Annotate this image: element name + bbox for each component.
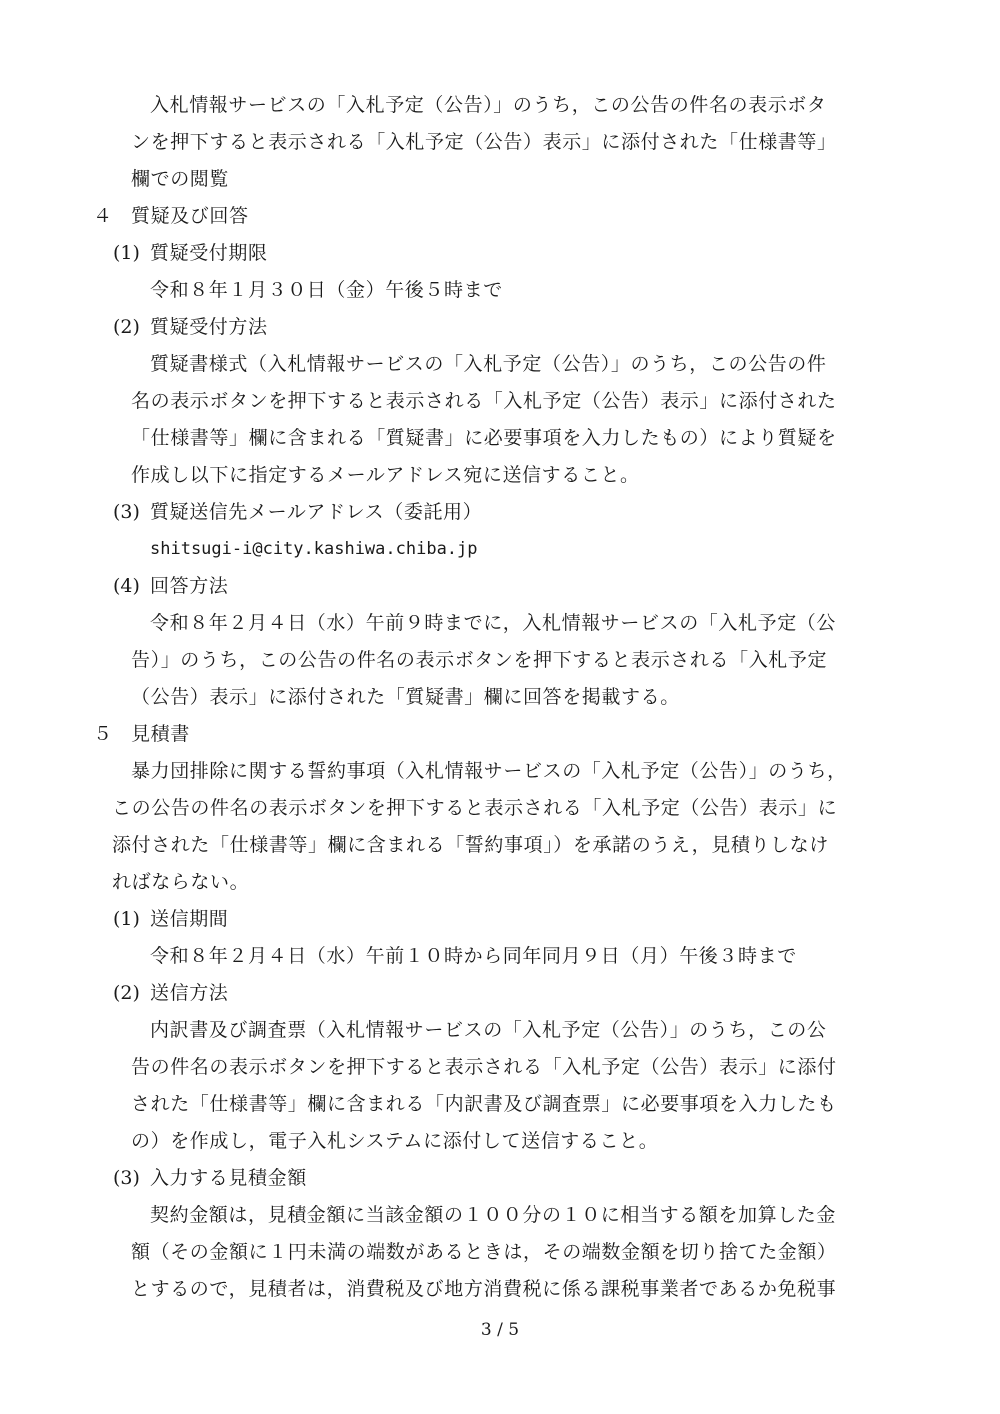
item-4-4-title: 回答方法 (150, 575, 229, 597)
section-5-intro-line-1: 暴力団排除に関する誓約事項（入札情報サービスの「入札予定（公告）」のうち， (131, 760, 847, 782)
intro-line-2: ンを押下すると表示される「入札予定（公告）表示」に添付された「仕様書等」 (131, 131, 837, 153)
item-4-4-body-line-2: 告）」のうち，この公告の件名の表示ボタンを押下すると表示される「入札予定 (131, 649, 828, 671)
item-5-2-marker: (2) (113, 982, 140, 1004)
section-5-intro-line-2: この公告の件名の表示ボタンを押下すると表示される「入札予定（公告）表示」に (112, 797, 838, 819)
page-number: 3 / 5 (480, 1320, 520, 1340)
item-4-1-body-line-1: 令和８年１月３０日（金）午後５時まで (150, 279, 503, 301)
item-5-2-body-line-3: された「仕様書等」欄に含まれる「内訳書及び調査票」に必要事項を入力したも (131, 1093, 837, 1115)
item-4-2-marker: (2) (113, 316, 140, 338)
section-5-number: ５ (93, 723, 113, 745)
item-4-3-marker: (3) (113, 501, 140, 523)
item-4-1-title: 質疑受付期限 (150, 242, 268, 264)
item-4-3-title: 質疑送信先メールアドレス（委託用） (150, 501, 483, 523)
item-5-1-marker: (1) (113, 908, 140, 930)
item-5-2-title: 送信方法 (150, 982, 229, 1004)
question-email-address: shitsugi-i@city.kashiwa.chiba.jp (150, 539, 478, 559)
item-5-1-body-line-1: 令和８年２月４日（水）午前１０時から同年同月９日（月）午後３時まで (150, 945, 797, 967)
section-4-title: 質疑及び回答 (131, 205, 249, 227)
item-5-2-body-line-1: 内訳書及び調査票（入札情報サービスの「入札予定（公告）」のうち，この公 (150, 1019, 827, 1041)
item-5-3-body-line-3: とするので，見積者は，消費税及び地方消費税に係る課税事業者であるか免税事 (131, 1278, 837, 1300)
item-4-4-body-line-3: （公告）表示」に添付された「質疑書」欄に回答を掲載する。 (131, 686, 680, 708)
item-4-2-body-line-3: 「仕様書等」欄に含まれる「質疑書」に必要事項を入力したもの）により質疑を (131, 427, 837, 449)
item-5-2-body-line-4: の）を作成し，電子入札システムに添付して送信すること。 (131, 1130, 659, 1152)
section-4-number: ４ (93, 205, 113, 227)
item-4-4-body-line-1: 令和８年２月４日（水）午前９時までに，入札情報サービスの「入札予定（公 (150, 612, 837, 634)
item-5-3-body-line-1: 契約金額は，見積金額に当該金額の１００分の１０に相当する額を加算した金 (150, 1204, 837, 1226)
item-4-1-marker: (1) (113, 242, 140, 264)
item-5-2-body-line-2: 告の件名の表示ボタンを押下すると表示される「入札予定（公告）表示」に添付 (131, 1056, 837, 1078)
item-5-1-title: 送信期間 (150, 908, 229, 930)
section-5-intro-line-4: ればならない。 (112, 871, 250, 893)
item-4-2-body-line-4: 作成し以下に指定するメールアドレス宛に送信すること。 (131, 464, 640, 486)
item-5-3-title: 入力する見積金額 (150, 1167, 307, 1189)
intro-line-3: 欄での閲覧 (131, 168, 230, 190)
item-4-4-marker: (4) (113, 575, 140, 597)
section-5-title: 見積書 (131, 723, 190, 745)
item-5-3-body-line-2: 額（その金額に１円未満の端数があるときは，その端数金額を切り捨てた金額） (131, 1241, 837, 1263)
item-4-2-body-line-1: 質疑書様式（入札情報サービスの「入札予定（公告）」のうち，この公告の件 (150, 353, 827, 375)
section-5-intro-line-3: 添付された「仕様書等」欄に含まれる「誓約事項」）を承諾のうえ，見積りしなけ (112, 834, 829, 856)
item-5-3-marker: (3) (113, 1167, 140, 1189)
item-4-2-body-line-2: 名の表示ボタンを押下すると表示される「入札予定（公告）表示」に添付された (131, 390, 837, 412)
intro-line-1: 入札情報サービスの「入札予定（公告）」のうち，この公告の件名の表示ボタ (150, 94, 827, 116)
item-4-2-title: 質疑受付方法 (150, 316, 268, 338)
